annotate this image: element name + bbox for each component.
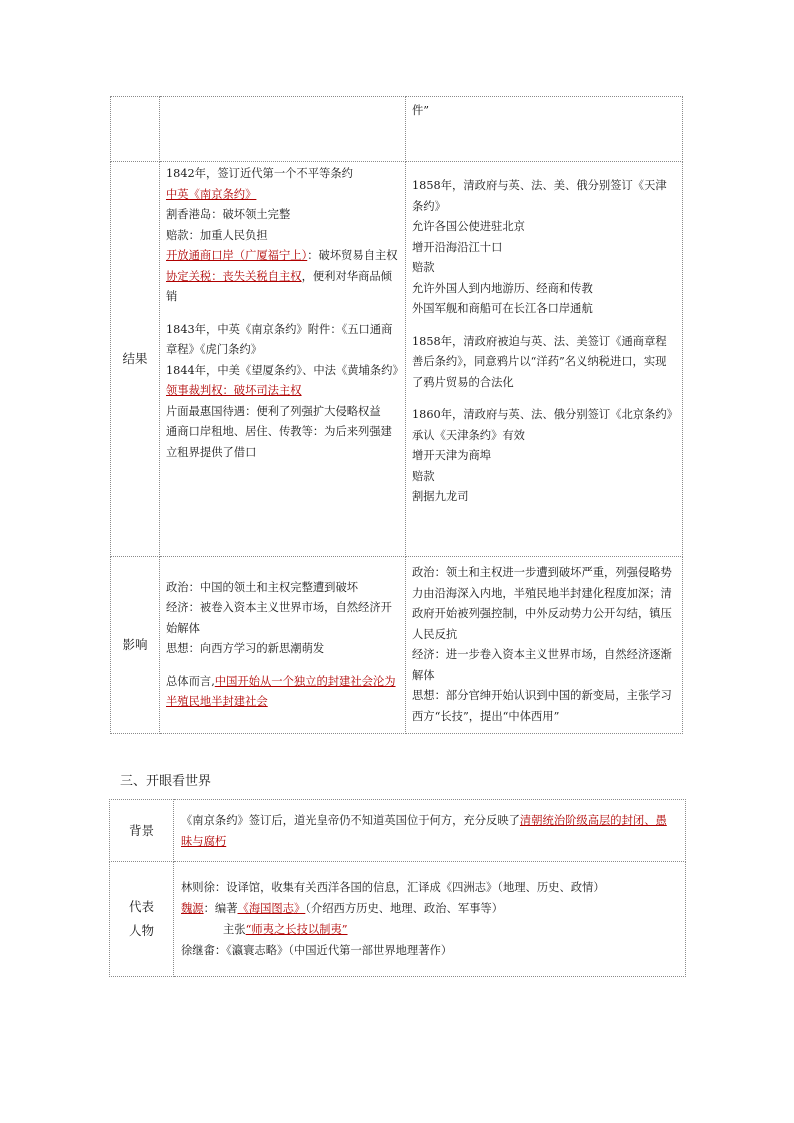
impact-right-cell: [406, 557, 683, 734]
background-label: 背景: [110, 800, 174, 862]
wei-yuan: 魏源：编著《海国图志》（介绍西方历史、地理、政治、军事等）: [181, 902, 504, 915]
impact-politics-1: 政治：中国的领土和主权完整遭到破坏: [166, 580, 359, 594]
yangtze-navigation: 外国军舰和商船可在长江各口岸通航: [412, 302, 593, 315]
impact-economy-2: 经济：进一步卷入资本主义世界市场，自然经济逐渐解体: [412, 648, 672, 682]
wei-yuan-claim: 主张“师夷之长技以制夷”: [223, 923, 348, 936]
background-cell: [174, 800, 686, 862]
impact-left-cell: [160, 557, 406, 734]
open-ports-item: 开放通商口岸（广厦福宁上）：破坏贸易自主权: [166, 249, 398, 262]
people-label: 代表人物: [110, 862, 174, 977]
top-right-cell: [406, 97, 683, 162]
tianjin-treaty-intro: 1858年，清政府与英、法、美、俄分别签订《天津条约》: [412, 179, 667, 213]
result-left-cell: [160, 162, 406, 557]
indemnity-1860: 赔款: [412, 469, 435, 483]
result-right-cell: [406, 162, 683, 557]
beijing-treaty-intro: 1860年，清政府与英、法、俄分别签订《北京条约》: [412, 408, 678, 421]
people-cell: [174, 862, 686, 977]
hongkong-cession: 割香港岛：破坏领土完整: [166, 208, 291, 221]
background-text: 《南京条约》签订后，道光皇帝仍不知道英国位于何方，充分反映了清朝统治阶级高层的封闭、愚昧与腐朽: [181, 813, 667, 848]
treaty-1842-intro: 1842年，签订近代第一个不平等条约: [166, 167, 353, 180]
nanjing-treaty-name: 中英《南京条约》: [166, 187, 257, 201]
lin-zexu: 林则徐：设译馆，收集有关西洋各国的信息，汇译成《四洲志》（地理、历史、政情）: [181, 881, 605, 894]
kowloon-cession: 割据九龙司: [412, 490, 469, 503]
treaty-1844: 1844年，中美《望厦条约》、中法《黄埔条约》: [166, 363, 404, 377]
most-favored-nation: 片面最惠国待遇：便利了列强扩大侵略权益: [166, 404, 381, 418]
inland-travel: 允许外国人到内地游历、经商和传教: [412, 281, 593, 295]
treaty-table: [110, 96, 683, 734]
section-heading: 三、开眼看世界: [120, 774, 212, 789]
tariff-item: 协定关税：丧失关税自主权，便利对华商品倾销: [166, 269, 392, 303]
treaty-1843: 1843年，中英《南京条约》附件：《五口通商章程》《虎门条约》: [166, 322, 393, 356]
opium-legalization: 1858年，清政府被迫与英、法、美签订《通商章程善后条约》，同意鸦片以“洋药”名义纳税进口，实现了鸦片贸易的合法化: [412, 334, 667, 389]
xu-jiyu: 徐继畬：《瀛寰志略》（中国近代第一部世界地理著作）: [181, 944, 453, 957]
impact-thought-2: 思想：部分官绅开始认识到中国的新变局，主张学习西方“长技”，提出“中体西用”: [412, 689, 672, 723]
envoys-beijing: 允许各国公使进驻北京: [412, 220, 525, 233]
blank-label-cell: [111, 97, 160, 162]
impact-label: 影响: [111, 557, 160, 734]
concession-pretext: 通商口岸租地、居住、传教等：为后来列强建立租界提供了借口: [166, 425, 392, 459]
indemnity-1858: 赔款: [412, 261, 435, 274]
open-eyes-table: [109, 799, 686, 977]
result-label: 结果: [111, 162, 160, 557]
tianjin-port: 增开天津为商埠: [412, 449, 492, 462]
consular-jurisdiction: 领事裁判权：破坏司法主权: [166, 384, 302, 397]
continued-text: 件”: [412, 104, 430, 117]
impact-politics-2: 政治：领土和主权进一步遭到破坏严重，列强侵略势力由沿海深入内地，半殖民地半封建化程度加深；清政府开始被列强控制，中外反动势力公开勾结，镇压人民反抗: [412, 566, 672, 641]
indemnity-item: 赔款：加重人民负担: [166, 228, 268, 242]
impact-economy-1: 经济：被卷入资本主义世界市场，自然经济开始解体: [166, 601, 392, 635]
impact-summary: 总体而言,中国开始从一个独立的封建社会沦为半殖民地半封建社会: [166, 674, 396, 708]
recognize-tianjin: 承认《天津条约》有效: [412, 428, 525, 442]
blank-cell: [160, 97, 406, 162]
impact-thought-1: 思想：向西方学习的新思潮萌发: [166, 642, 325, 655]
ten-ports: 增开沿海沿江十口: [412, 240, 503, 254]
